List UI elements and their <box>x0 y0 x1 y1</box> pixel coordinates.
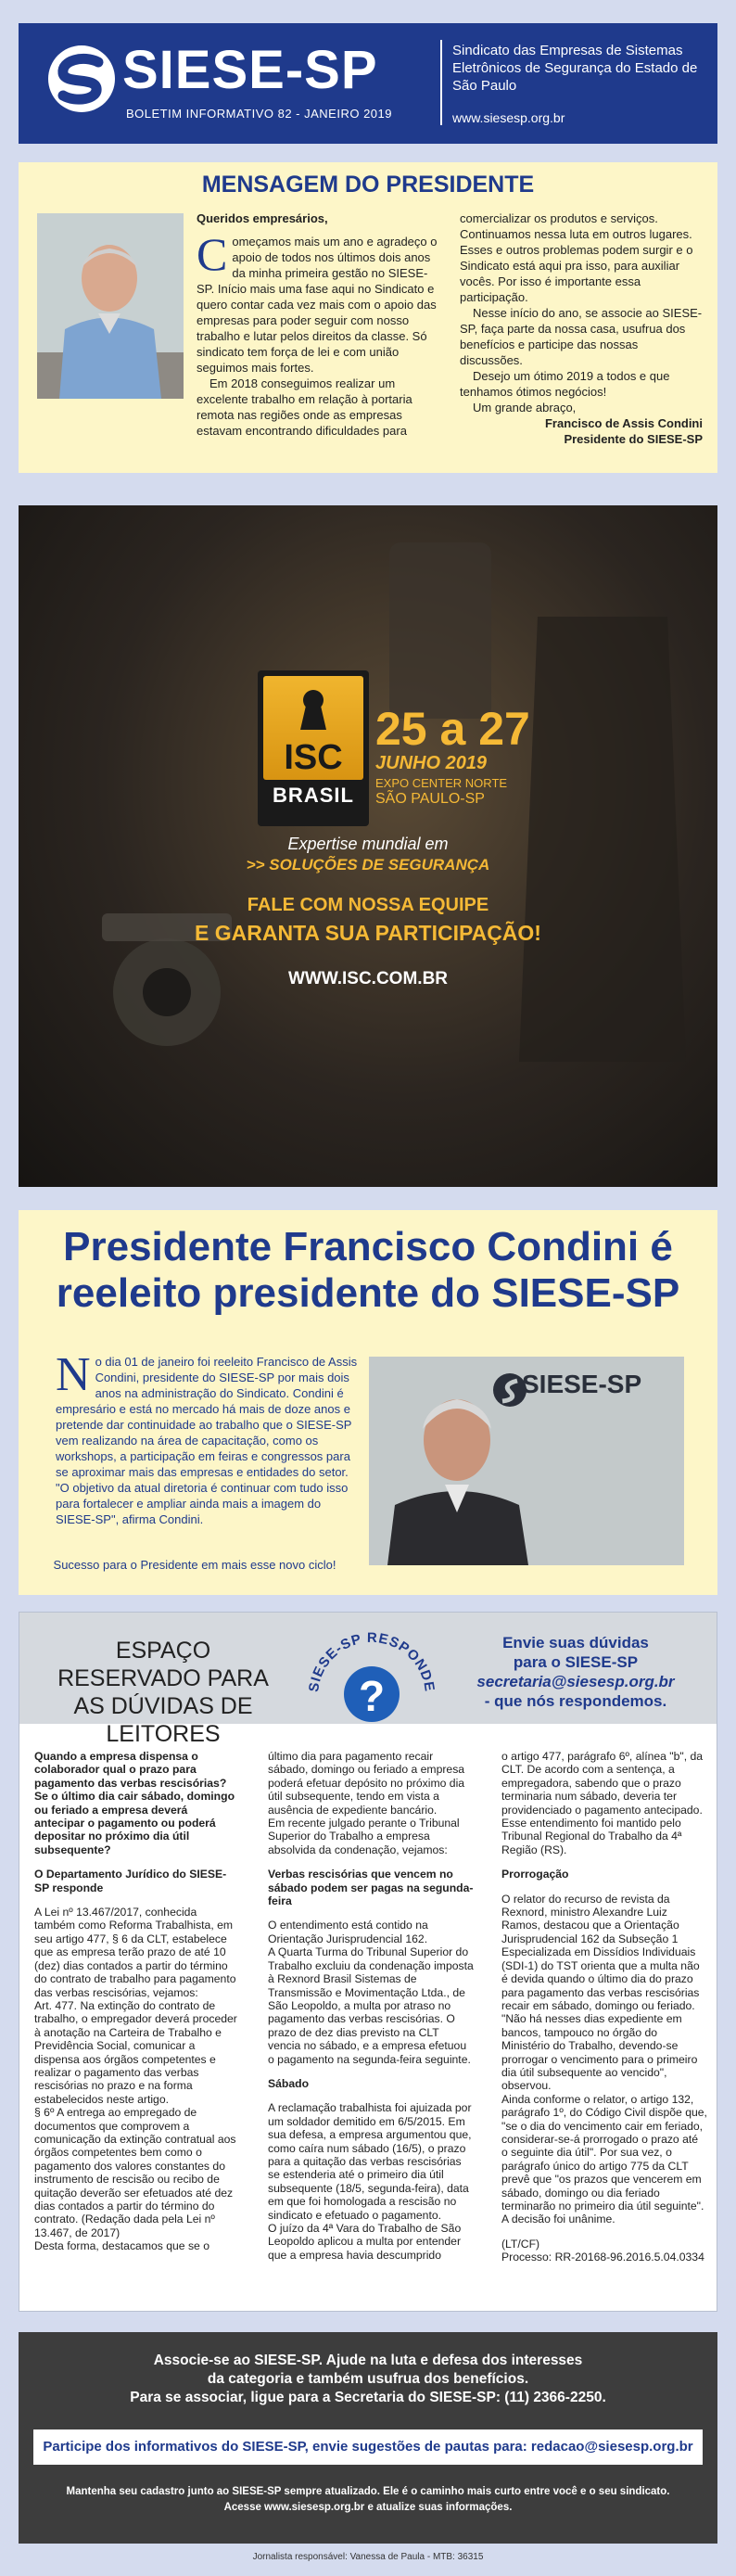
reader-question: Quando a empresa dispensa o colaborador qual o prazo para pagamento das verbas rescisórias? Se o último dia cair sábado, domingo ou feriado a empresa deverá antecipar o pagamento ou poderá depositar no próximo dia útil subsequente? <box>34 1750 235 1856</box>
headline-line: Presidente Francisco Condini é <box>63 1224 673 1269</box>
qa-paragraph: o artigo 477, parágrafo 6º, alínea "b", da CLT. De acordo com a sentença, a empregadora, sabendo que o prazo terminaria num sábado, deveria ter providenciado o pagamento antecipado. Esse entendimento foi mantido pelo Tribunal Regional do Trabalho da 4ª Região (RS). <box>501 1750 704 1856</box>
journalist-credit: Jornalista responsável: Vanessa de Paula - MTB: 36315 <box>252 2552 484 2562</box>
footer-note: Mantenha seu cadastro junto ao SIESE-SP sempre atualizado. Ele é o caminho mais curto entre você e o seu sindicato. <box>66 2486 670 2497</box>
qa-paragraph: último dia para pagamento recair sábado, domingo ou feriado a empresa poderá efetuar depósito no próximo dia útil subsequente, tendo em vista a ausência de expediente bancário. <box>268 1750 465 1817</box>
reader-questions-section <box>19 1612 717 2312</box>
footer-line: da categoria e também usufrua dos benefícios. <box>207 2371 529 2387</box>
suggestions-box <box>33 2429 703 2465</box>
qa-subheading: Sábado <box>268 2076 310 2090</box>
article-text: o dia 01 de janeiro foi reeleito Francisco de Assis Condini, presidente do SIESE-SP por mais dois anos na administração do Sindicato. Condini é empresário e está no mercado há mais de doze anos e pretende dar continuidade ao trabalho que o SIESE-SP vem realizando na área de capacitação, como os workshops, a participação em feiras e congressos para se aproximar mais das empresas e entidades do setor. "O objetivo da atual diretoria é continuar com tudo isso para fortalecer e ampliar ainda mais a imagem do SIESE-SP", afirma Condini. <box>56 1355 358 1526</box>
answer-heading: O Departamento Jurídico do SIESE-SP responde <box>34 1868 227 1894</box>
qa-paragraph: O entendimento está contido na Orientação Jurisprudencial 162. <box>268 1919 428 1945</box>
qa-column-1 <box>34 1750 240 2253</box>
qa-paragraph: A reclamação trabalhista foi ajuizada por um soldador demitido em 6/5/2015. Em sua defesa, a empresa argumentou que, como caíra num sábado (16/5), o prazo para a quitação das verbas rescisórias se estenderia até o primeiro dia útil subsequente (18/5, segunda-feira), data em que foi homologada a rescisão no sindicato e efetuado o pagamento. <box>268 2101 472 2222</box>
ad-call-to-action: E GARANTA SUA PARTICIPAÇÃO! <box>195 921 541 945</box>
qa-paragraph: Art. 477. Na extinção do contrato de trabalho, o empregador deverá proceder à anotação na Carteira de Trabalho e Previdência Social, comunicar a dispensa aos órgãos competentes e realizar o pagamento das verbas rescisórias no prazo e na forma estabelecidos neste artigo. <box>34 1998 237 2106</box>
qa-paragraph: O juízo da 4ª Vara do Trabalho de São Leopoldo aplicou a multa por entender que a empresa havia descumprido <box>268 2222 462 2262</box>
section-title: MENSAGEM DO PRESIDENTE <box>201 172 535 198</box>
reelection-article <box>19 1210 717 1595</box>
qa-paragraph: A Lei nº 13.467/2017, conhecida também como Reforma Trabalhista, em seu artigo 477, § 6 da CLT, estabelece que as empresa terão prazo de até 10 (dez) dias contados a partir do término do contrato de trabalho para pagamento das verbas rescisórias, vejamos: <box>34 1906 236 1999</box>
article-headline <box>19 1224 717 1317</box>
qa-source: (LT/CF) <box>501 2237 540 2251</box>
message-paragraph: Um grande abraço, <box>473 401 577 414</box>
footer-phone-line: Para se associar, ligue para a Secretaria do SIESE-SP: (11) 2366-2250. <box>130 2390 606 2405</box>
footer-line: Associe-se ao SIESE-SP. Ajude na luta e defesa dos interesses <box>153 2353 583 2368</box>
emblem-text: SIESE-SP RESPONDE <box>306 1629 438 1693</box>
header-website-link[interactable]: www.siesesp.org.br <box>452 110 565 125</box>
question-mark-icon <box>298 1622 446 1722</box>
ad-tagline: Expertise mundial em <box>287 835 449 853</box>
event-month: JUNHO 2019 <box>375 753 488 773</box>
qa-paragraph: Em recente julgado perante o Tribunal Superior do Trabalho a empresa absolvida da condenação, vejamos: <box>268 1817 460 1856</box>
qa-subheading: Verbas rescisórias que vencem no sábado podem ser pagas na segunda-feira <box>268 1868 474 1908</box>
qa-subheading: Prorrogação <box>501 1868 569 1881</box>
qa-paragraph: A Quarta Turma do Tribunal Superior do Trabalho excluiu da condenação imposta à Rexnord Brasil Sistemas de Transmissão e Movimentação Ltda., de São Leopoldo, a multa por atraso no pagamento das verbas rescisórias. O prazo de dez dias previsto na CLT vencia no sábado, e a empresa efetuou o pagamento na segunda-feira seguinte. <box>268 1945 474 2066</box>
isc-logo <box>258 670 369 826</box>
membership-footer <box>19 2332 717 2544</box>
qa-header <box>19 1613 717 1747</box>
message-column-2 <box>460 210 703 447</box>
qa-contact-line: para o SIESE-SP <box>513 1653 639 1671</box>
isc-logo-emblem <box>263 676 363 780</box>
qa-contact-line: - que nós respondemos. <box>484 1692 667 1710</box>
org-description: Sindicato das Empresas de Sistemas Eletrônicos de Segurança do Estado de São Paulo <box>452 43 698 94</box>
dropcap: C <box>197 228 228 280</box>
greeting: Queridos empresários, <box>197 211 328 225</box>
isc-brasil-advertisement[interactable] <box>19 505 717 1187</box>
qa-paragraph: Desta forma, destacamos que se o <box>34 2239 210 2253</box>
qa-contact-info <box>450 1633 701 1711</box>
president-message-section <box>19 162 717 473</box>
article-body <box>56 1348 362 1527</box>
photo-backdrop-logo: SIESE-SP <box>522 1370 642 1398</box>
brand-name: SIESE-SP <box>122 40 378 100</box>
message-paragraph: Nesse início do ano, se associe ao SIESE-SP, faça parte da nossa casa, usufrua dos benefícios e participe das nossas discussões. <box>460 306 703 367</box>
newsletter-header <box>19 23 717 144</box>
isc-logo-subtitle: BRASIL <box>273 784 354 807</box>
header-divider <box>440 40 442 125</box>
message-column-1 <box>197 210 445 439</box>
message-paragraph: Desejo um ótimo 2019 a todos e que tenhamos ótimos negócios! <box>460 369 670 399</box>
footer-note-link[interactable]: Acesse www.siesesp.org.br e atualize suas informações. <box>223 2502 513 2513</box>
qa-contact-line: Envie suas dúvidas <box>502 1634 649 1651</box>
event-city: SÃO PAULO-SP <box>375 791 485 807</box>
president-portrait <box>369 1357 684 1565</box>
dropcap: N <box>56 1348 91 1401</box>
isc-logo-text: ISC <box>284 738 343 777</box>
signature-role: Presidente do SIESE-SP <box>564 432 703 446</box>
qa-paragraph: O relator do recurso de revista da Rexnord, ministro Alexandre Luiz Ramos, destacou que a Orientação Jurisprudencial 162 da Subseção 1 Especializada em Dissídios Individuais (SDI-1) do TST orienta que a multa não é devida quando o último dia do prazo para pagamento das verbas rescisórias recair em sábado, domingo ou feriado. "Não há nesses dias expediente em bancos, tampouco no órgão do Ministério do Trabalho, devendo-se prorrogar o vencimento para o primeiro dia útil subsequente ao vencido", observou. <box>501 1892 700 2093</box>
ad-tagline-highlight: >> SOLUÇÕES DE SEGURANÇA <box>246 856 490 874</box>
issue-label: BOLETIM INFORMATIVO 82 - JANEIRO 2019 <box>126 107 392 121</box>
article-closing: Sucesso para o Presidente em mais esse novo ciclo! <box>53 1558 336 1572</box>
president-photo <box>37 213 184 399</box>
event-venue: EXPO CENTER NORTE <box>375 776 508 790</box>
qa-process-number: Processo: RR-20168-96.2016.5.04.0334 <box>501 2251 704 2264</box>
siese-logo-icon <box>44 42 119 116</box>
qa-column-3 <box>501 1750 707 2264</box>
paragraph-text: omeçamos mais um ano e agradeço o apoio de todos nos últimos dois anos da minha primeira gestão no SIESE-SP. Início mais uma fase aqui no Sindicato e quero contar cada vez mais com o apoio das empresas para poder seguir com nosso trabalho e lutar pelos direitos da classe. Só sindicato tem força de lei e com união seguimos mais fortes. <box>197 235 438 375</box>
qa-email-link[interactable]: secretaria@siesesp.org.br <box>476 1673 675 1690</box>
ad-website-link[interactable]: WWW.ISC.COM.BR <box>287 969 449 988</box>
headline-line: reeleito presidente do SIESE-SP <box>56 1270 680 1316</box>
ad-call-to-action: FALE COM NOSSA EQUIPE <box>247 895 489 915</box>
event-date: 25 a 27 <box>375 703 530 755</box>
message-paragraph: comercializar os produtos e serviços. Continuamos nessa luta em outros lugares. Esses e outros problemas podem surgir e o Sindicato está aqui pra isso, para auxiliar vocês. Por isso é importante essa participação. <box>460 211 693 304</box>
svg-text:?: ? <box>358 1672 386 1720</box>
signature-name: Francisco de Assis Condini <box>544 416 703 430</box>
qa-paragraph: § 6º A entrega ao empregado de documentos que comprovem a comunicação da extinção contratual aos órgãos competentes bem como o pagamento dos valores constantes do instrumento de rescisão ou recibo de quitação deverão ser efetuados até dez dias contados a partir do término do contrato. (Redação dada pela Lei nº 13.467, de 2017) <box>34 2106 236 2239</box>
suggestions-email-text[interactable]: Participe dos informativos do SIESE-SP, envie sugestões de pautas para: redacao@siesesp.org.br <box>43 2439 693 2455</box>
message-paragraph: Em 2018 conseguimos realizar um excelente trabalho em relação à portaria remota nas regiões onde as empresas estavam encontrando dificuldades para <box>197 376 412 438</box>
qa-column-2 <box>268 1750 474 2262</box>
message-paragraph <box>197 228 445 376</box>
qa-section-title: ESPAÇO RESERVADO PARA AS DÚVIDAS DE LEITORES <box>57 1638 269 1747</box>
qa-paragraph: Ainda conforme o relator, o artigo 132, parágrafo 1º, do Código Civil dispõe que, "se o dia do vencimento cair em feriado, considerar-se-á prorrogado o prazo até o seguinte dia útil". Por sua vez, o parágrafo único do artigo 775 da CLT prevê que "os prazos que vencerem em sábado, domingo ou dia feriado terminarão no primeiro dia útil seguinte". A decisão foi unânime. <box>501 2092 707 2226</box>
